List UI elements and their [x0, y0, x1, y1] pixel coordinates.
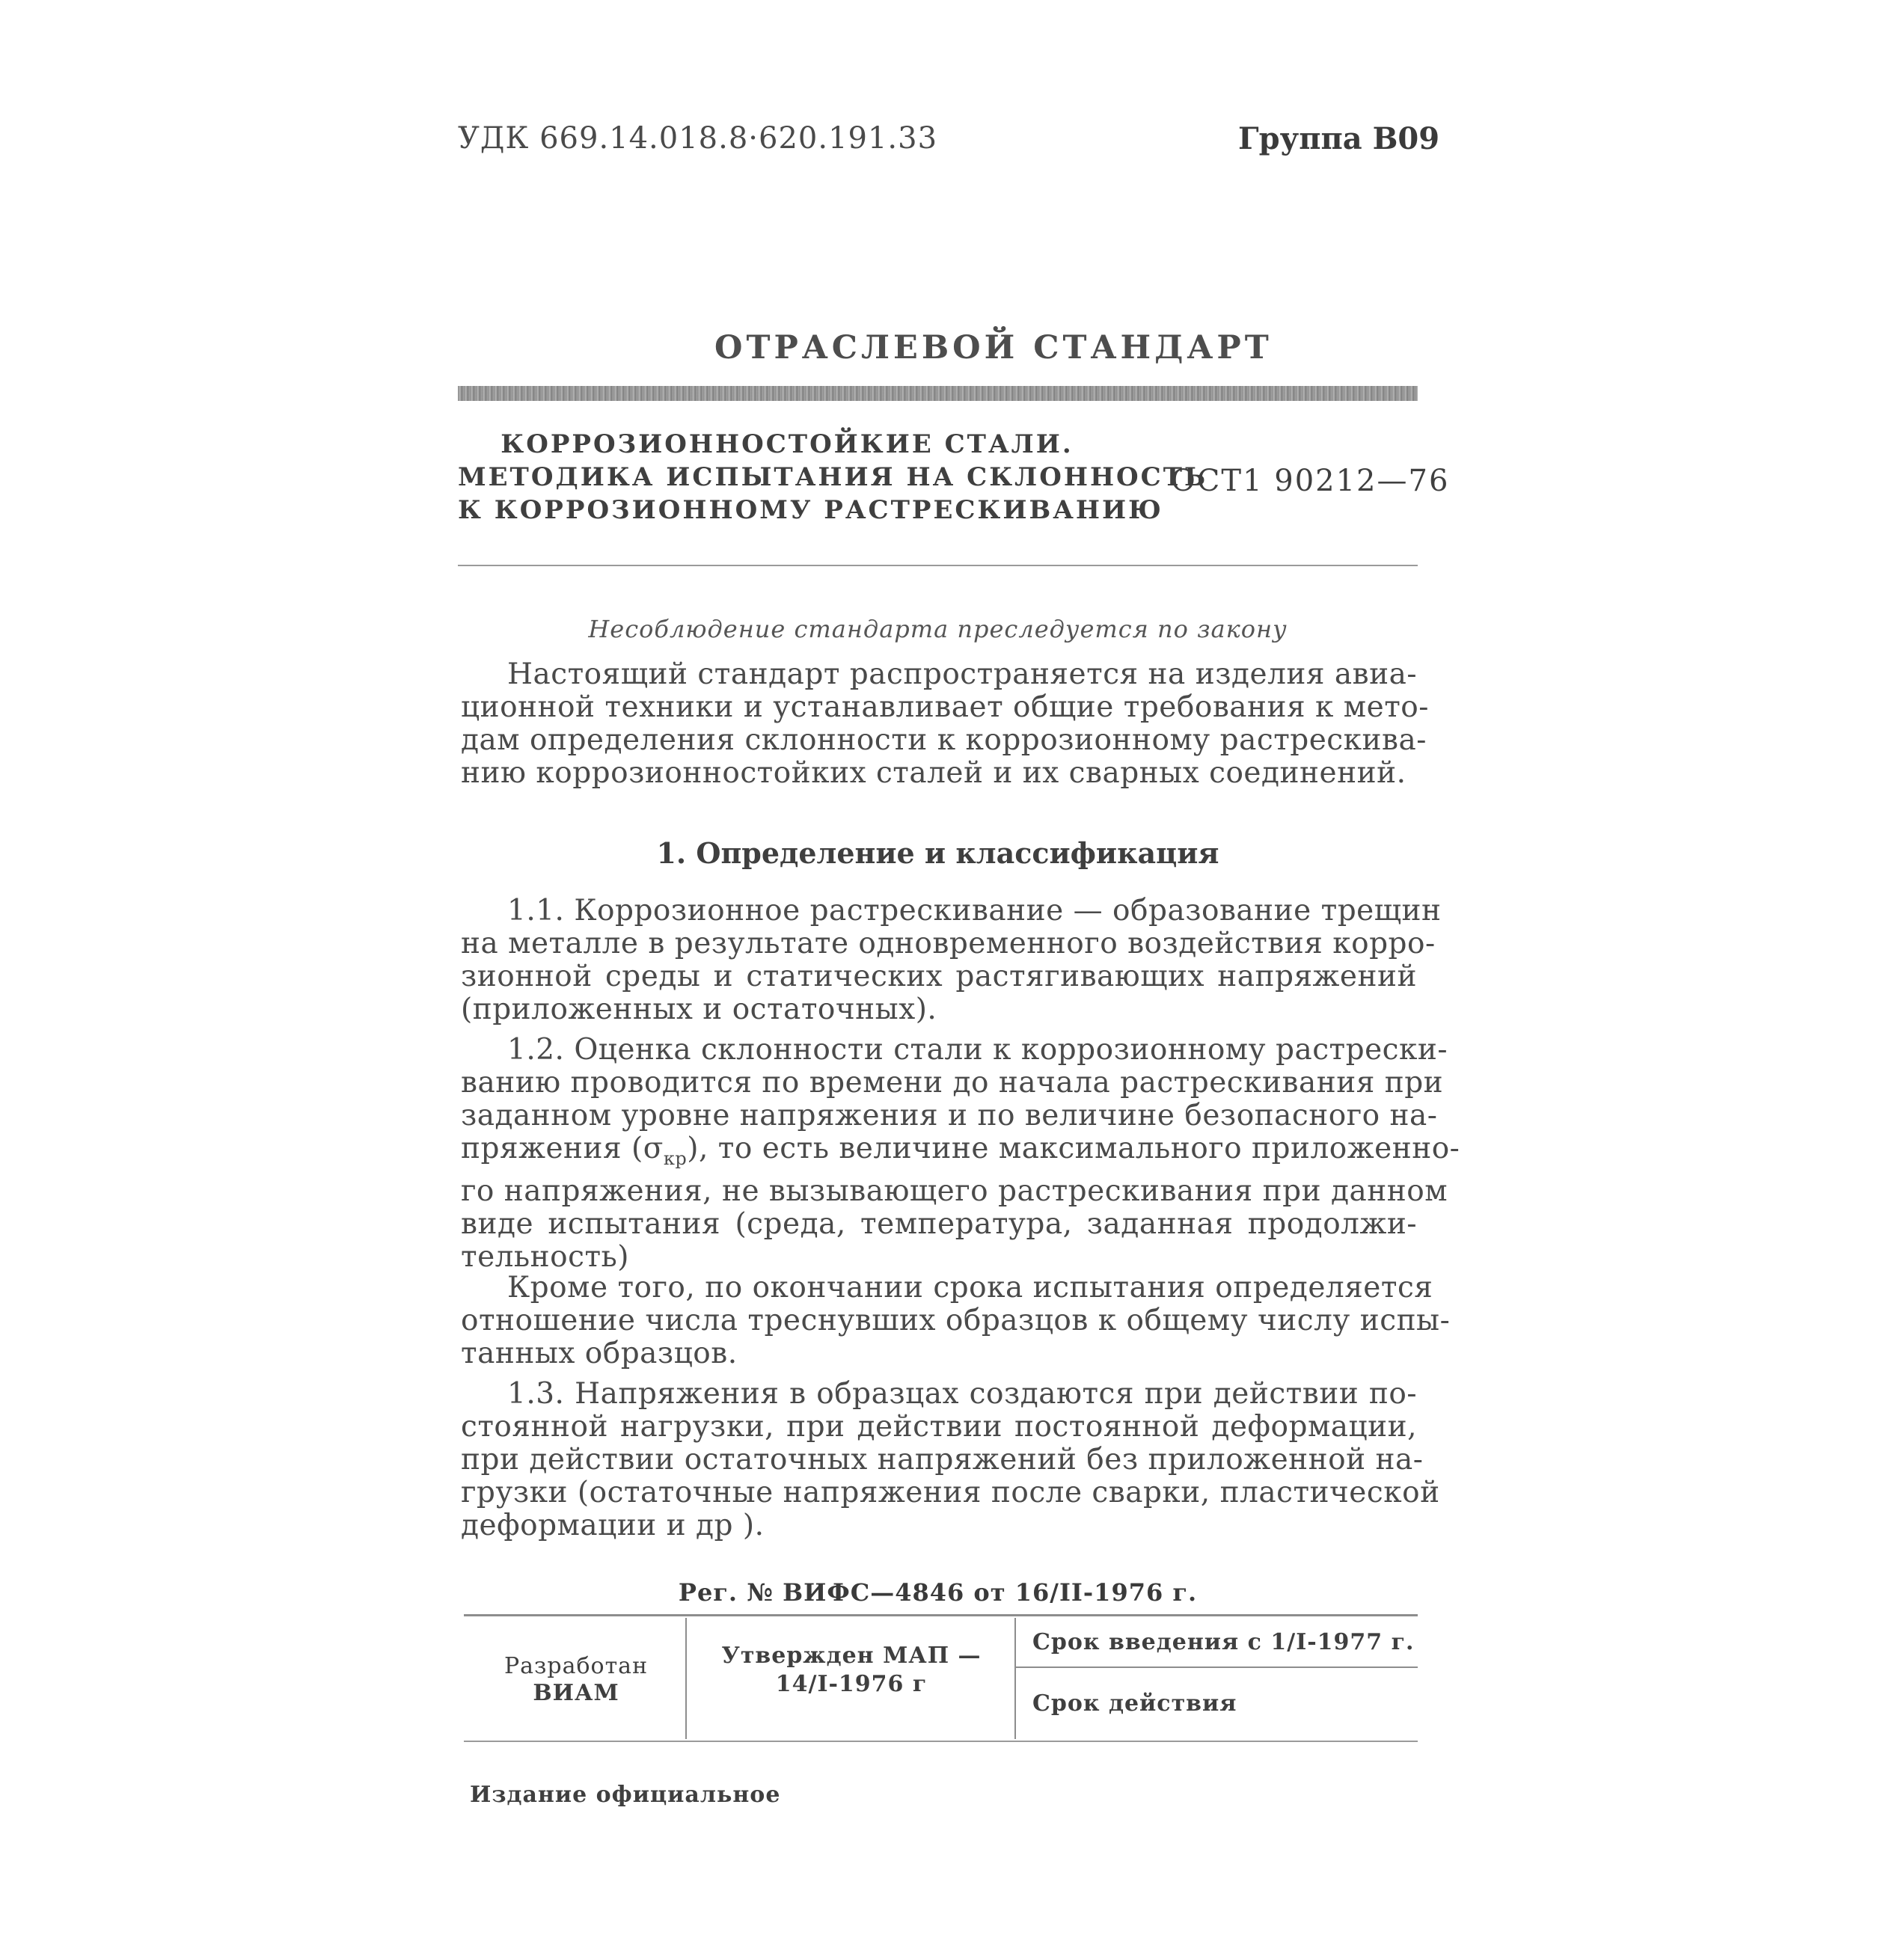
p12-line: 1.2. Оценка склонности стали к коррозионному растрески-	[507, 1033, 1448, 1067]
registration-line: Рег. № ВИФС—4846 от 16/II-1976 г.	[678, 1578, 1198, 1607]
legal-notice: Несоблюдение стандарта преследуется по закону	[588, 615, 1288, 643]
developed-by-label: Разработан	[503, 1653, 649, 1679]
p12b-line: Кроме того, по окончании срока испытания определяется	[507, 1271, 1433, 1304]
table-top-rule	[464, 1614, 1418, 1616]
p11-line: на металле в результате одновременного воздействия корро-	[461, 927, 1436, 960]
p11-line: 1.1. Коррозионное растрескивание — образование трещин	[507, 894, 1442, 927]
paragraph-1-2-continued	[461, 1271, 1451, 1370]
p12-line: виде испытания (среда, температура, заданная продолжи-	[461, 1206, 1417, 1241]
edition-note: Издание официальное	[470, 1782, 781, 1808]
approved-by-cell	[688, 1642, 1014, 1699]
p13-line: 1.3. Напряжения в образцах создаются при действии по-	[507, 1377, 1417, 1411]
p12-sigma-subscript: кр	[663, 1147, 688, 1169]
paragraph-1-2	[461, 1033, 1460, 1274]
table-divider	[1016, 1666, 1418, 1668]
p12-sigma-rest: ), то есть величине максимального приложенно-	[687, 1132, 1460, 1165]
intro-line: Настоящий стандарт распространяется на изделия авиа-	[507, 657, 1417, 691]
subject-line-3: К КОРРОЗИОННОМУ РАСТРЕСКИВАНИЮ	[458, 495, 1163, 525]
p12-line: тельность)	[461, 1239, 630, 1274]
p13-line: стоянной нагрузки, при действии постоянной деформации,	[461, 1410, 1417, 1444]
intro-line: дам определения склонности к коррозионному растрескива-	[461, 723, 1427, 757]
section-heading: 1. Определение и классификация	[656, 836, 1219, 870]
header-thin-rule	[458, 565, 1418, 566]
paragraph-1-3	[461, 1377, 1440, 1542]
p11-line: (приложенных и остаточных).	[461, 993, 937, 1026]
p12-line	[461, 1132, 1460, 1175]
standard-code: ОСТ1 90212—76	[1171, 464, 1450, 498]
table-divider	[685, 1618, 687, 1739]
approved-by-label: Утвержден МАП —	[721, 1643, 982, 1669]
p12-sigma-text: пряжения (σ	[461, 1132, 664, 1165]
p13-line: при действии остаточных напряжений без приложенной на-	[461, 1443, 1424, 1477]
p12-line: ванию проводится по времени до начала растрескивания при	[461, 1066, 1444, 1100]
approved-by-date: 14/I-1976 г	[775, 1671, 928, 1697]
group-code: Группа В09	[1238, 121, 1440, 156]
effective-date-cell: Срок введения с 1/I-1977 г.	[1032, 1629, 1415, 1655]
table-bottom-rule	[464, 1741, 1418, 1742]
p12-line: го напряжения, не вызывающего растрескивания при данном	[461, 1174, 1448, 1208]
intro-line: ционной техники и устанавливает общие требования к мето-	[461, 690, 1429, 724]
udk-code: УДК 669.14.018.8·620.191.33	[458, 121, 938, 156]
p12b-line: отношение числа треснувших образцов к общему числу испы-	[461, 1304, 1451, 1337]
intro-paragraph	[461, 657, 1429, 790]
developed-by-org: ВИАМ	[533, 1680, 619, 1706]
developed-by-cell	[468, 1653, 685, 1707]
subject-line-2: МЕТОДИКА ИСПЫТАНИЯ НА СКЛОННОСТЬ	[458, 462, 1208, 492]
p13-line: деформации и др ).	[461, 1509, 765, 1542]
validity-cell: Срок действия	[1032, 1690, 1237, 1717]
table-divider	[1014, 1618, 1016, 1739]
subject-line-1: КОРРОЗИОННОСТОЙКИЕ СТАЛИ.	[501, 429, 1074, 459]
p11-line: зионной среды и статических растягивающих напряжений	[461, 960, 1417, 993]
standard-type-title: ОТРАСЛЕВОЙ СТАНДАРТ	[714, 329, 1273, 367]
intro-line: нию коррозионностойких сталей и их сварных соединений.	[461, 756, 1406, 790]
p13-line: грузки (остаточные напряжения после сварки, пластической	[461, 1476, 1440, 1509]
header-thick-rule	[458, 386, 1418, 401]
standard-subject	[458, 428, 1208, 527]
p12b-line: танных образцов.	[461, 1337, 738, 1370]
p12-line: заданном уровне напряжения и по величине безопасного на-	[461, 1099, 1438, 1132]
paragraph-1-1	[461, 894, 1442, 1026]
